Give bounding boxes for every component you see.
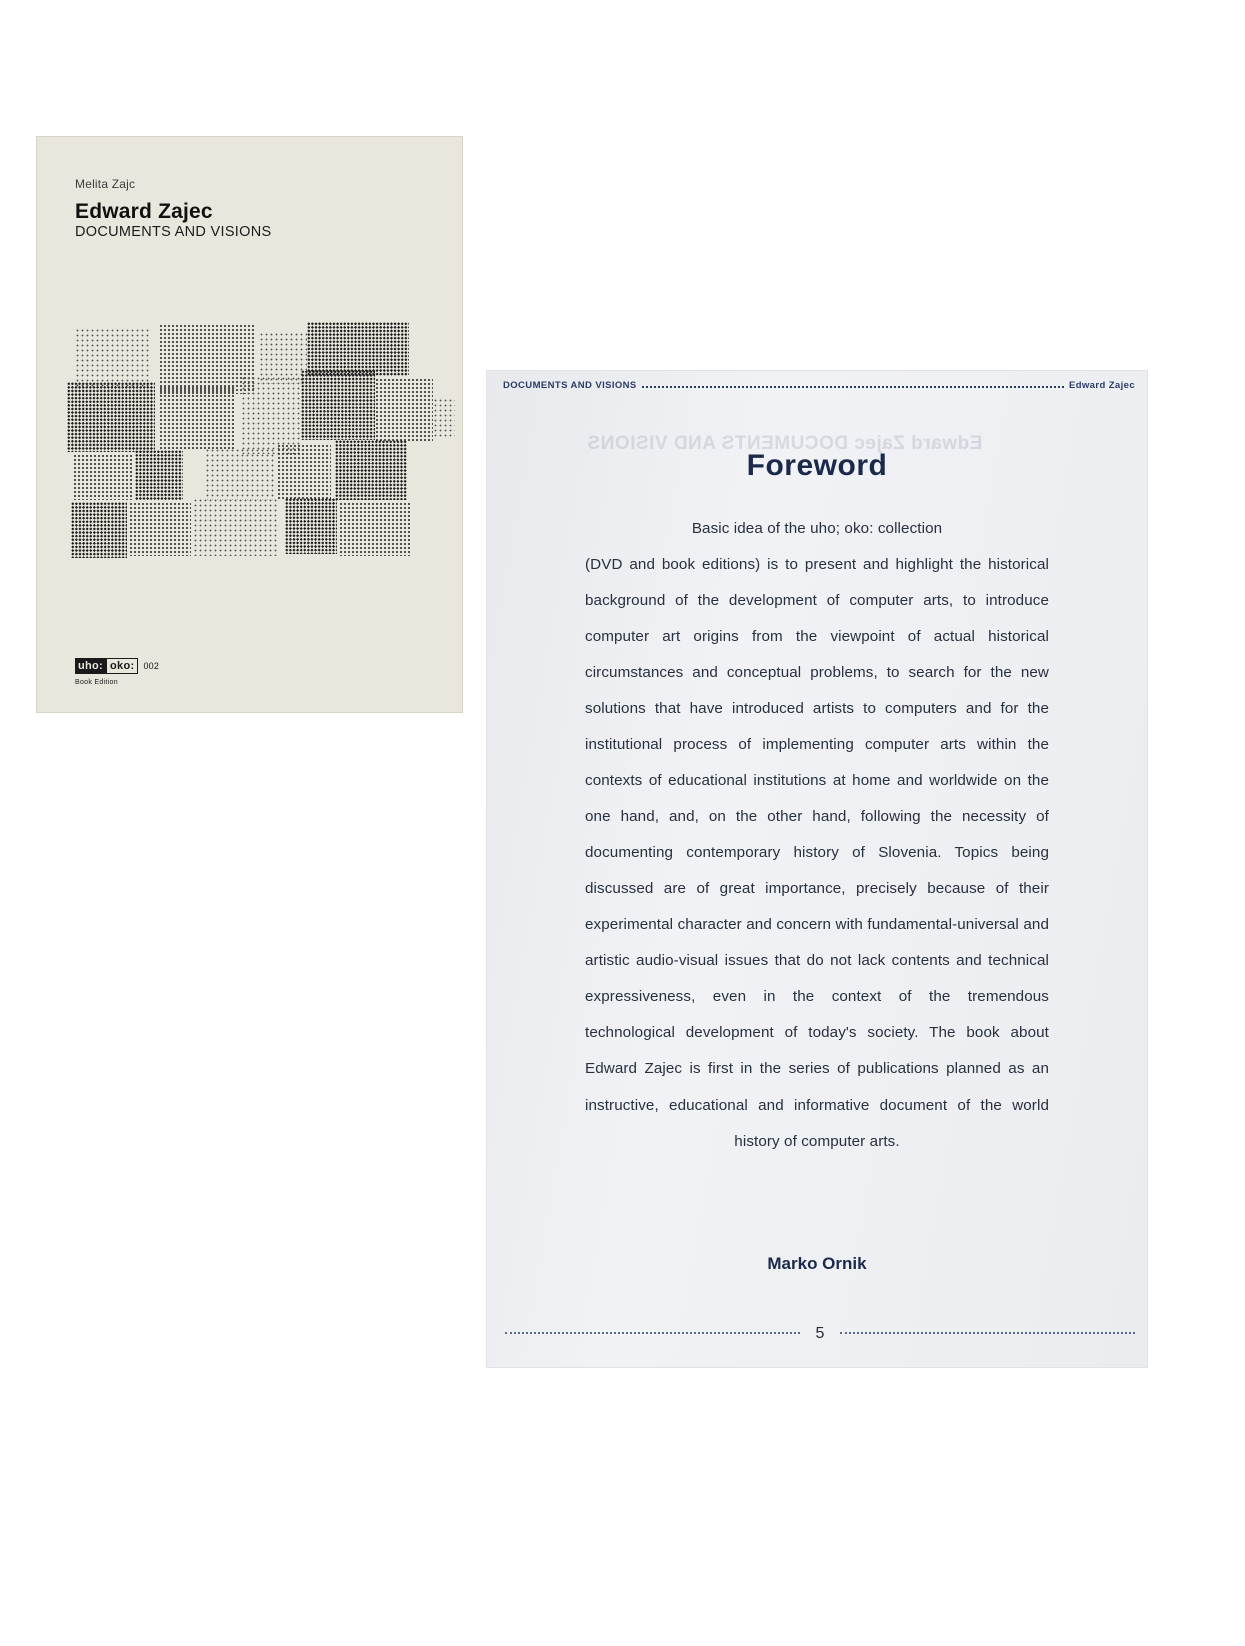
logo-oko-text: oko: xyxy=(106,658,138,674)
footer-dotted-rule-right xyxy=(840,1331,1135,1334)
header-dotted-rule xyxy=(642,385,1064,388)
author-signature: Marko Ornik xyxy=(767,1254,867,1273)
cover-author: Melita Zajc xyxy=(75,177,136,191)
page-number: 5 xyxy=(815,1325,825,1342)
cover-title: Edward Zajec xyxy=(75,200,213,223)
header-left-label: DOCUMENTS AND VISIONS xyxy=(503,380,637,391)
page-running-header xyxy=(503,380,1135,391)
page-footer xyxy=(505,1325,1135,1343)
uho-oko-logo xyxy=(75,658,159,674)
foreword-first-line: Basic idea of the uho; oko: collection xyxy=(691,520,943,537)
page-title: Foreword xyxy=(746,449,888,483)
logo-series-number: 002 xyxy=(143,661,160,671)
foreword-paragraph: (DVD and book editions) is to present and highlight the historical background of the development of computer arts, to introduce computer art origins from the viewpoint of actual historical circumstances and conceptual problems, to search for the new solutions that have introduced artists to computers and for the institutional process of implementing computer arts within the contexts of educational institutions at home and worldwide on the one hand, and, on the other hand, following the necessity of documenting contemporary history of Slovenia. Topics being discussed are of great importance, precisely because of their experimental character and concern with fundamental-universal and artistic audio-visual issues that do not lack contents and technical expressiveness, even in the context of the tremendous technological development of today's society. The book about Edward Zajec is first in the series of publications planned as an instructive, educational and informative document of the world history of computer arts. xyxy=(585,556,1049,1150)
cover-subtitle: DOCUMENTS AND VISIONS xyxy=(75,224,272,240)
book-cover xyxy=(37,137,462,712)
footer-dotted-rule-left xyxy=(505,1331,800,1334)
cover-edition-label: Book Edition xyxy=(75,679,118,686)
header-right-label: Edward Zajec xyxy=(1068,380,1135,391)
book-inner-page xyxy=(487,371,1147,1367)
logo-uho-text: uho: xyxy=(75,658,106,674)
show-through-title: Edward Zajec DOCUMENTS AND VISIONS xyxy=(587,433,983,454)
foreword-body xyxy=(585,511,1049,1160)
dithered-halftone-artwork xyxy=(45,322,455,562)
